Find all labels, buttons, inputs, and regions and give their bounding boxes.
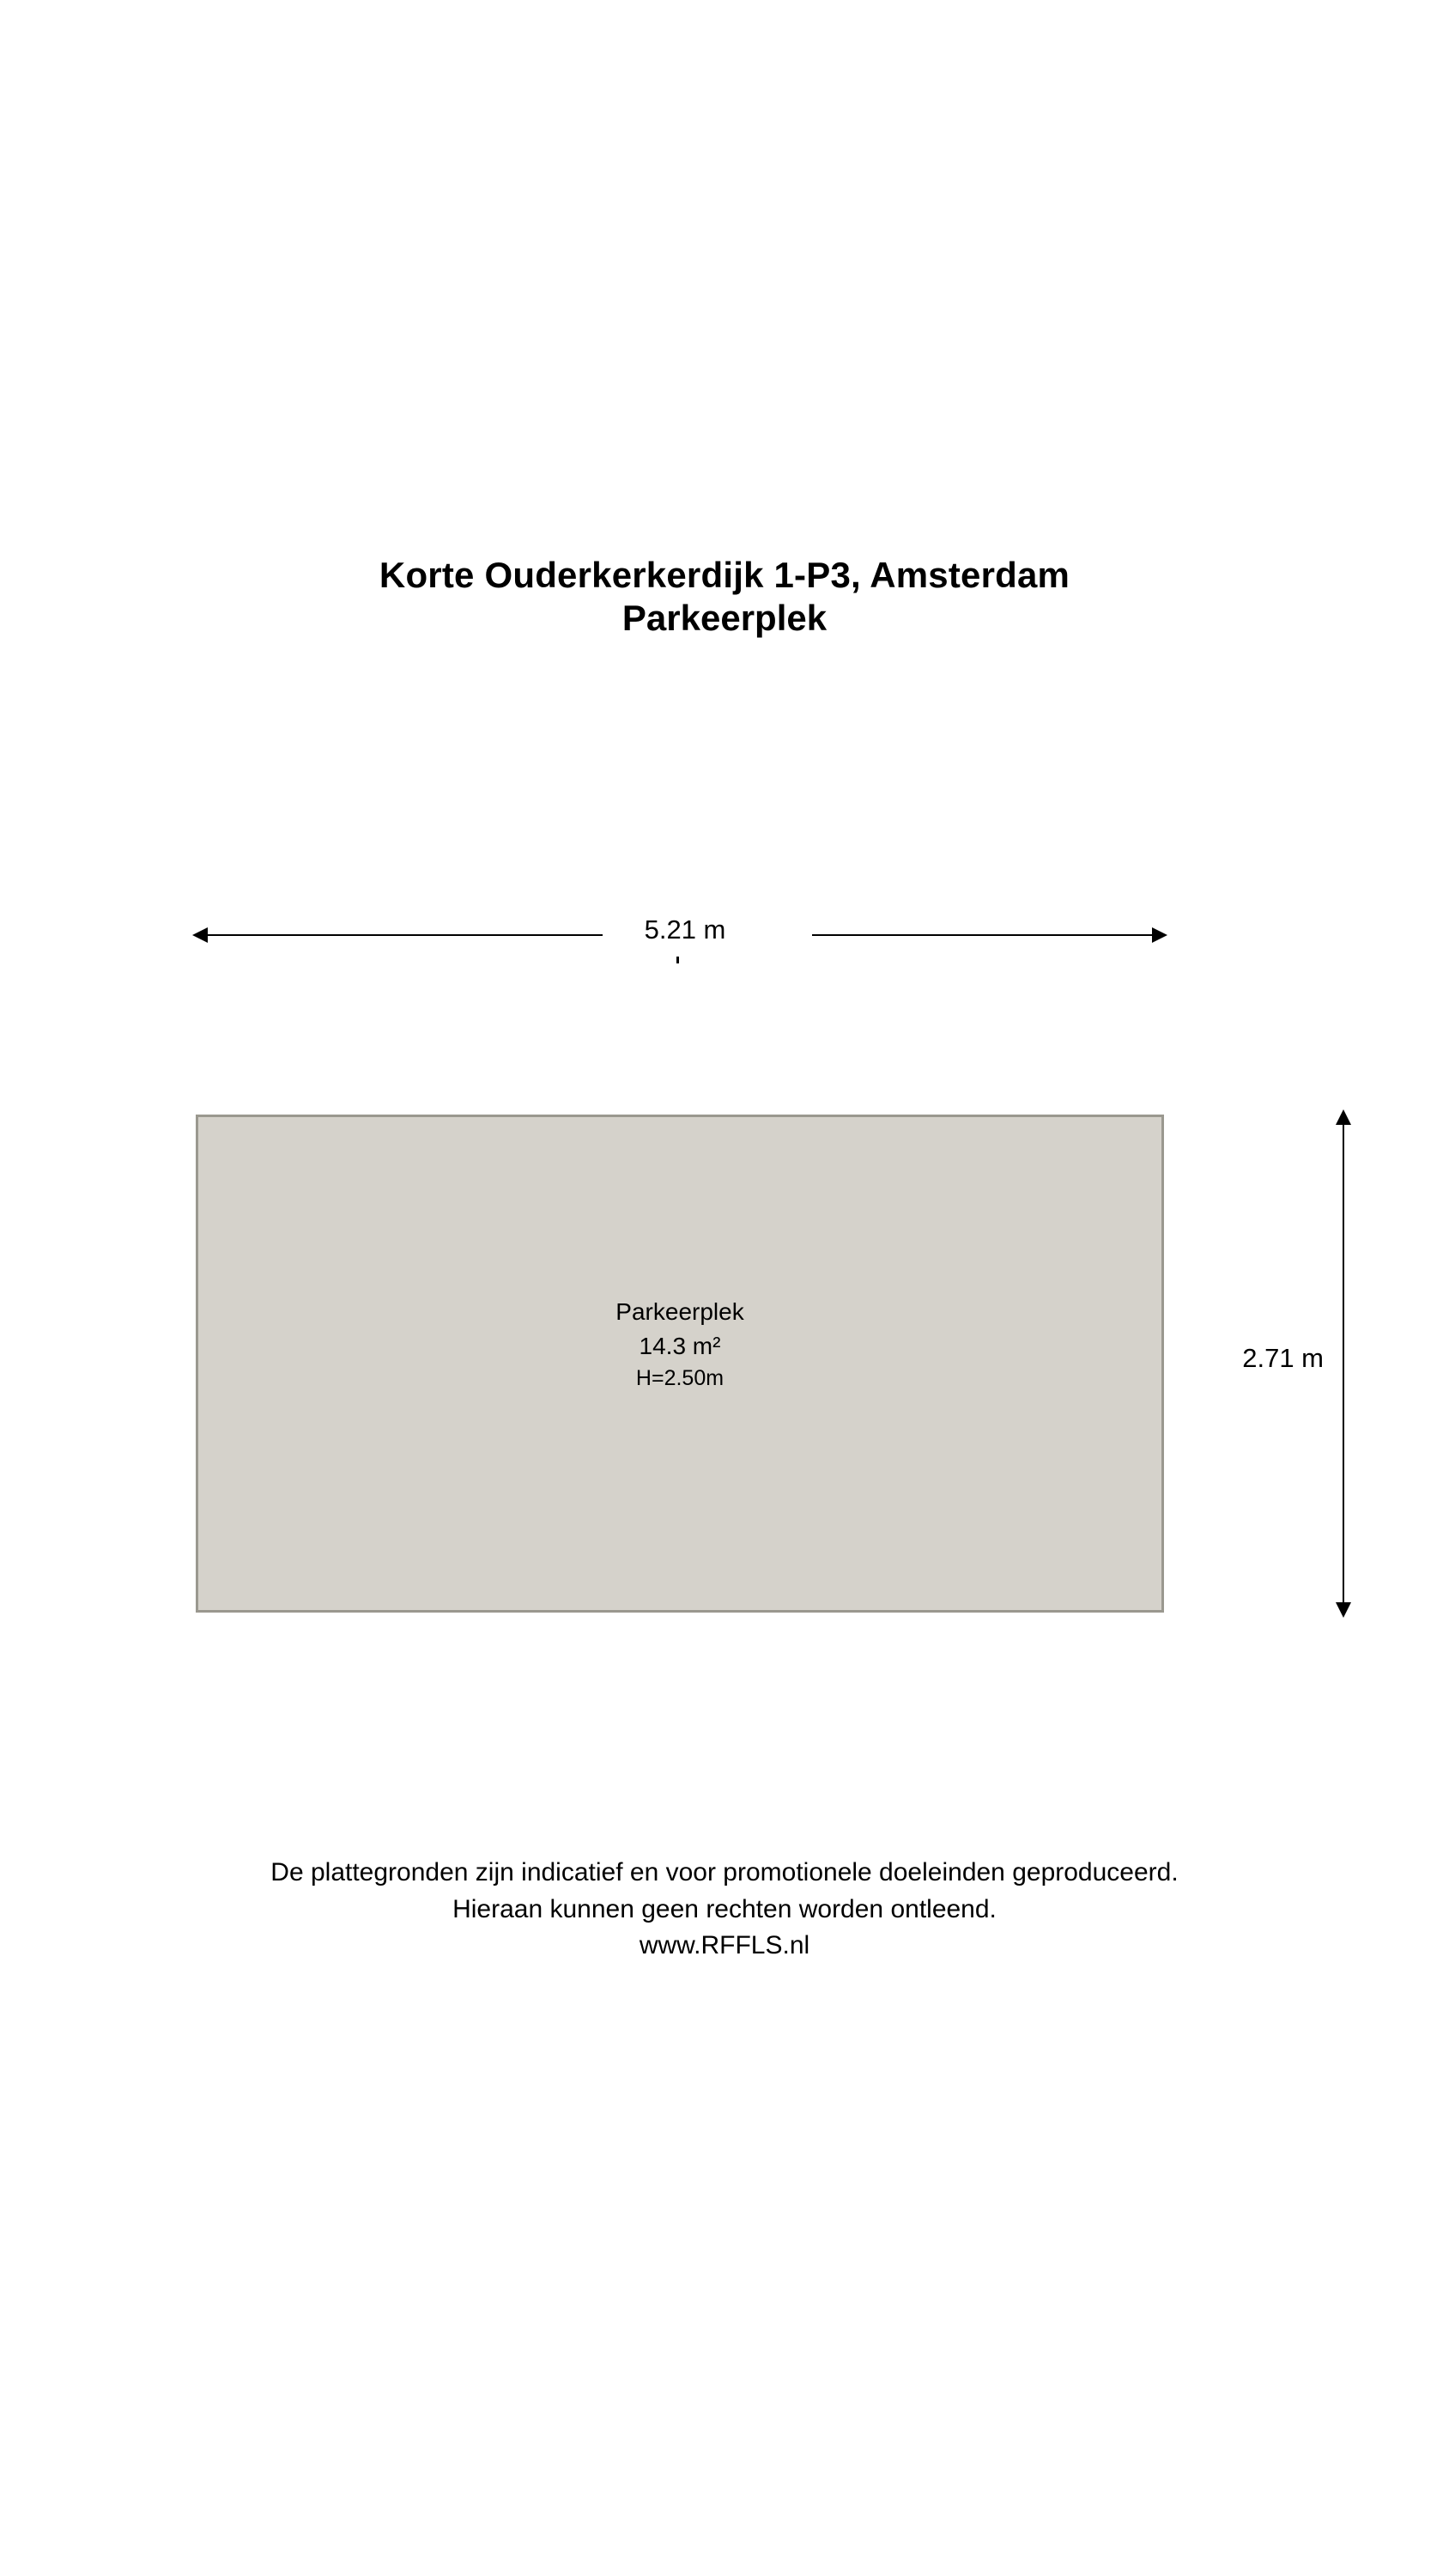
room-area: 14.3 m² — [639, 1332, 721, 1359]
dimension-tick-mark — [676, 957, 679, 963]
room-label-group — [196, 1295, 1164, 1394]
title-subtitle: Parkeerplek — [621, 597, 828, 638]
website-url: www.RFFLS.nl — [639, 1931, 810, 1960]
dimension-line-vertical — [1343, 1123, 1344, 1604]
arrow-down-icon — [1336, 1602, 1351, 1618]
room-name: Parkeerplek — [615, 1298, 744, 1325]
title-address: Korte Ouderkerkerdijk 1-P3, Amsterdam — [379, 555, 1070, 595]
dimension-line-left — [204, 934, 616, 936]
dimension-height — [1242, 1109, 1358, 1618]
room-ceiling-height: H=2.50m — [635, 1365, 724, 1390]
disclaimer — [0, 1855, 1449, 1965]
dimension-line-right — [812, 934, 1155, 936]
disclaimer-line-2: Hieraan kunnen geen rechten worden ontleend. — [452, 1894, 997, 1923]
arrow-right-icon — [1152, 927, 1167, 943]
dimension-height-label: 2.71 m — [1242, 1343, 1324, 1373]
dimension-width — [192, 914, 1167, 950]
dimension-width-label: 5.21 m — [603, 914, 767, 945]
disclaimer-line-1: De plattegronden zijn indicatief en voor promotionele doeleinden geproduceerd. — [270, 1858, 1179, 1886]
